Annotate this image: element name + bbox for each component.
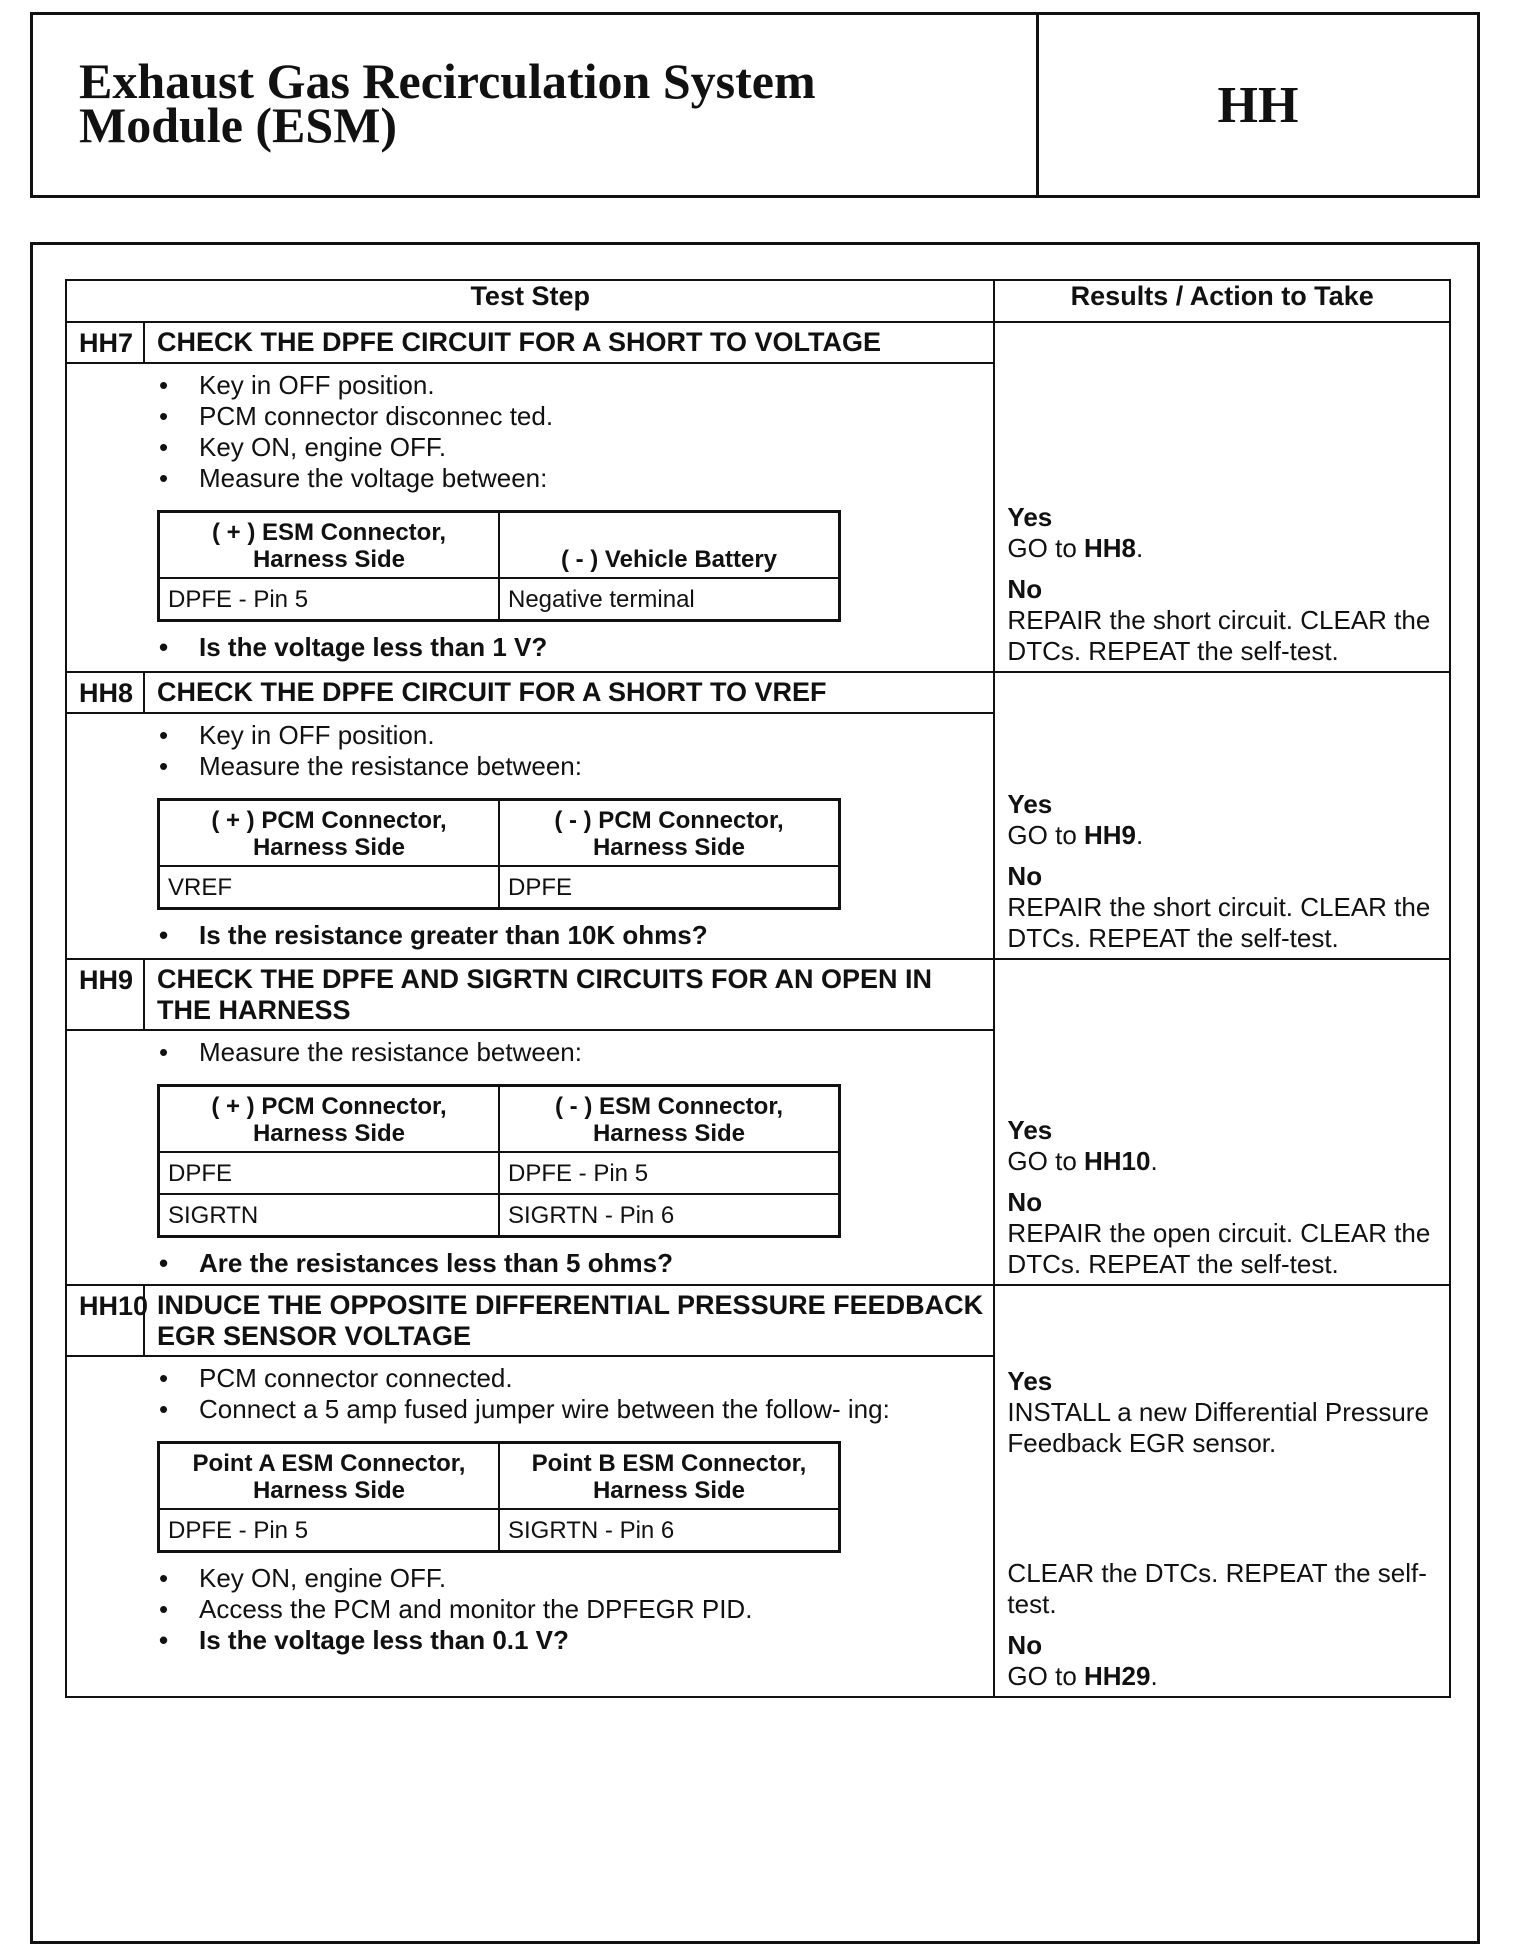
step-question: • Is the resistance greater than 10K ohms? [157,920,973,951]
pin-cell: DPFE - Pin 5 [159,1509,500,1552]
pin-header: ( + ) ESM Connector, Harness Side [159,512,500,579]
no-text: REPAIR the open circuit. CLEAR the DTCs. REPEAT the self-test. [1007,1218,1431,1279]
test-step-header: Test Step [66,280,994,322]
step-bullet: • Measure the resistance between: [157,751,973,782]
pin-table [157,510,841,622]
page-title [33,15,1039,195]
pin-table [157,1441,841,1553]
yes-tail: . [1136,533,1144,563]
content-frame [30,242,1480,1944]
step-bullet: • Access the PCM and monitor the DPFEGR PID. [157,1594,973,1625]
step-bullet: • Key ON, engine OFF. [157,1563,973,1594]
step-row [66,1285,1450,1697]
step-id: HH7 [67,323,145,362]
step-bullet: • PCM connector connected. [157,1363,973,1394]
pin-cell: DPFE [499,866,840,909]
result-cell [994,1285,1450,1697]
step-title: CHECK THE DPFE CIRCUIT FOR A SHORT TO VREF [157,677,827,707]
pin-cell: DPFE [159,1152,500,1194]
step-id: HH8 [67,673,145,712]
no-label: No [1007,1630,1043,1660]
pin-table [157,1084,841,1238]
yes-label: Yes [1007,502,1053,532]
step-row [66,672,1450,959]
goto-ref: HH9 [1084,820,1137,850]
no-label: No [1007,1187,1043,1217]
step-bullet: • Measure the resistance between: [157,1037,973,1068]
no-tail: . [1150,1661,1158,1691]
yes-text: GO to [1007,1146,1084,1176]
page-header [30,12,1480,198]
step-cell [66,672,994,959]
yes-tail: . [1136,820,1144,850]
no-text: REPAIR the short circuit. CLEAR the DTCs. REPEAT the self-test. [1007,892,1431,953]
results-header: Results / Action to Take [994,280,1450,322]
step-row [66,322,1450,672]
goto-ref: HH8 [1084,533,1137,563]
pin-cell: SIGRTN - Pin 6 [499,1194,840,1237]
pin-table [157,798,841,910]
yes-text: GO to [1007,533,1084,563]
pin-header: ( + ) PCM Connector, Harness Side [159,1086,500,1153]
step-id: HH9 [67,960,145,1029]
no-label: No [1007,574,1043,604]
page-title-line1: Exhaust Gas Recirculation System [79,53,816,109]
test-step-table [65,279,1451,1698]
pin-cell: SIGRTN - Pin 6 [499,1509,840,1552]
pin-cell: Negative terminal [499,578,840,621]
step-title: CHECK THE DPFE AND SIGRTN CIRCUITS FOR AN OPEN IN THE HARNESS [157,964,933,1025]
step-bullet: • PCM connector disconnec ted. [157,401,973,432]
section-code: HH [1217,76,1299,134]
pin-header: ( - ) PCM Connector, Harness Side [499,800,840,867]
step-question: • Is the voltage less than 1 V? [157,632,973,663]
step-question: • Are the resistances less than 5 ohms? [157,1248,973,1279]
pin-cell: VREF [159,866,500,909]
no-label: No [1007,861,1043,891]
pin-header: ( - ) ESM Connector, Harness Side [499,1086,840,1153]
yes-label: Yes [1007,1366,1053,1396]
step-bullet: • Key in OFF position. [157,370,973,401]
step-title: INDUCE THE OPPOSITE DIFFERENTIAL PRESSURE FEEDBACK EGR SENSOR VOLTAGE [157,1290,984,1351]
step-bullet: • Connect a 5 amp fused jumper wire between the follow- ing: [157,1394,973,1425]
step-cell [66,1285,994,1697]
no-text: GO to [1007,1661,1084,1691]
yes-clear: CLEAR the DTCs. REPEAT the self-test. [1007,1558,1427,1619]
step-row [66,959,1450,1285]
pin-cell: SIGRTN [159,1194,500,1237]
pin-cell: DPFE - Pin 5 [159,578,500,621]
step-id: HH10 [67,1286,145,1355]
pin-header: ( - ) Vehicle Battery [499,512,840,579]
step-cell [66,959,994,1285]
pin-header: Point A ESM Connector, Harness Side [159,1443,500,1510]
step-bullet: • Key in OFF position. [157,720,973,751]
yes-text: GO to [1007,820,1084,850]
goto-ref: HH10 [1084,1146,1151,1176]
no-text: REPAIR the short circuit. CLEAR the DTCs. REPEAT the self-test. [1007,605,1431,666]
yes-tail: . [1150,1146,1158,1176]
result-cell [994,672,1450,959]
result-cell [994,959,1450,1285]
result-cell [994,322,1450,672]
step-cell [66,322,994,672]
pin-header: Point B ESM Connector, Harness Side [499,1443,840,1510]
goto-ref: HH29 [1084,1661,1151,1691]
yes-install: INSTALL a new Differential Pressure Feedback EGR sensor. [1007,1397,1429,1458]
yes-label: Yes [1007,789,1053,819]
page-title-line2: Module (ESM) [79,97,398,153]
yes-label: Yes [1007,1115,1053,1145]
step-bullet: • Key ON, engine OFF. [157,432,973,463]
pin-header: ( + ) PCM Connector, Harness Side [159,800,500,867]
step-bullet: • Measure the voltage between: [157,463,973,494]
step-question: • Is the voltage less than 0.1 V? [157,1625,973,1656]
pin-cell: DPFE - Pin 5 [499,1152,840,1194]
step-title: CHECK THE DPFE CIRCUIT FOR A SHORT TO VOLTAGE [157,327,882,357]
